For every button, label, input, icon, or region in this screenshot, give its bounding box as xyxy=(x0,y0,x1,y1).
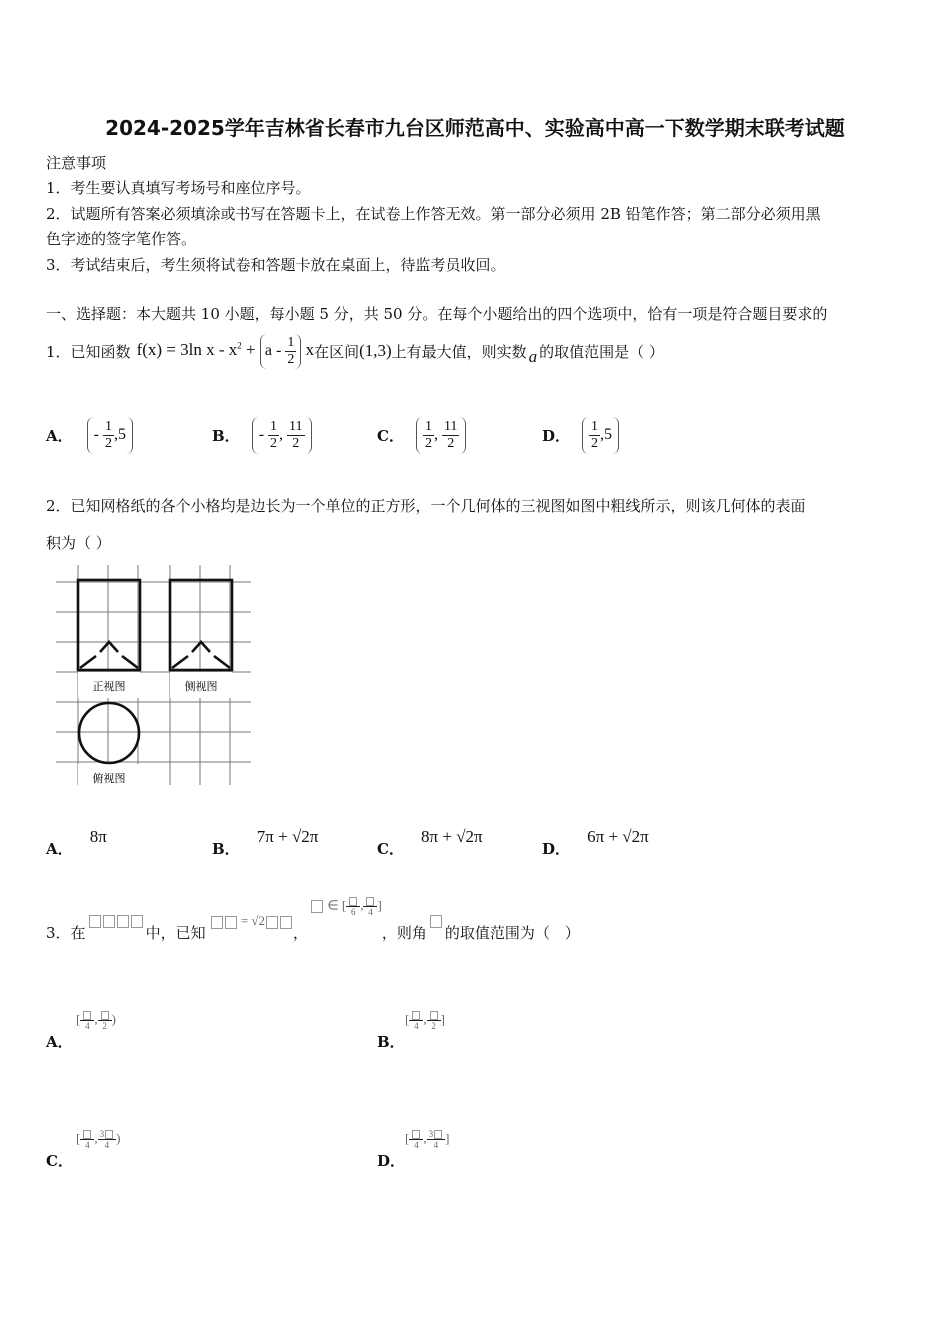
question-3: 3． 在 中，已知 = √2 ， ∈ [ 6 , 4 ] ，则角 的取值范围为（ ） xyxy=(46,897,580,942)
q3-equation: = √2 xyxy=(210,913,293,929)
question-2-line1: 2．已知网格纸的各个小格均是边长为一个单位的正方形，一个几何体的三视图如图中粗线所示，则该几何体的表面 xyxy=(46,497,806,515)
notice-item-1: 1．考生要认真填写考场号和座位序号。 xyxy=(46,179,311,197)
notice-item-2: 2．试题所有答案必须填涂或书写在答题卡上，在试卷上作答无效。第一部分必须用 2B 铅笔作答；第二部分必须用黑 xyxy=(46,205,821,223)
q3-angle-placeholder xyxy=(429,911,443,929)
q1-number: 1． xyxy=(46,342,71,361)
notice-item-3: 3．考试结束后，考生须将试卷和答题卡放在桌面上，待监考员收回。 xyxy=(46,256,506,274)
q2-option-c[interactable]: C． 8π + √2π xyxy=(377,827,483,858)
section-heading: 一、选择题：本大题共 10 小题，每小题 5 分，共 50 分。在每个小题给出的四个选项中，恰有一项是符合题目要求的 xyxy=(46,305,828,323)
q2-option-b[interactable]: B． 7π + √2π xyxy=(212,827,319,858)
question-2-line2: 积为（ ） xyxy=(46,534,111,552)
three-view-figure xyxy=(46,560,256,790)
q1-post: 上有最大值，则实数 xyxy=(391,342,527,361)
q1-option-a[interactable]: A． - $\frac{1}{2}$ ,5 xyxy=(46,410,133,460)
top-view-label: 俯视图 xyxy=(92,772,126,785)
question-1 xyxy=(46,326,664,376)
notice-item-2-cont: 色字迹的签字笔作答。 xyxy=(46,230,197,248)
top-view-circle xyxy=(79,703,139,763)
q3-option-d[interactable]: [ 4 , $\frac{3}{4}$ ] D． xyxy=(377,1129,450,1171)
q1-formula: f(x) = 3ln $x - x^2 + a$ - $\frac{1}{2}$ x xyxy=(136,334,315,367)
side-view-label: 侧视图 xyxy=(184,680,218,693)
q1-tail: 的取值范围是（ ） xyxy=(539,342,664,361)
q1-var: a xyxy=(528,347,538,366)
q1-option-c[interactable]: C． $\frac{1}{2}$ , $\frac{11}{2}$ xyxy=(377,410,466,460)
q3-condition: ∈ [ 6 , 4 ] xyxy=(310,896,382,917)
page-title: 2024-2025学年吉林省长春市九台区师范高中、实验高中高一下数学期末联考试题 xyxy=(105,116,845,140)
front-view-label: 正视图 xyxy=(92,680,126,693)
q3-option-c[interactable]: [ 4 , $\frac{3}{4}$ ) C． xyxy=(46,1129,121,1171)
notice-heading: 注意事项 xyxy=(46,154,107,172)
q3-triangle-placeholder xyxy=(88,911,144,929)
q1-option-d[interactable]: D． $\frac{1}{2}$ ,5 xyxy=(542,410,619,460)
front-view xyxy=(78,580,140,670)
q2-option-d[interactable]: D． 6π + √2π xyxy=(542,827,649,858)
side-view xyxy=(170,580,232,670)
q3-option-a[interactable]: [ 4 , 2 ) A． xyxy=(46,1011,116,1052)
q1-prefix: 已知函数 xyxy=(70,342,131,361)
q2-option-a[interactable]: A． 8π xyxy=(46,827,107,858)
q1-option-b[interactable]: B． - $\frac{1}{2}$ , $\frac{11}{2}$ xyxy=(212,410,312,460)
q3-option-b[interactable]: [ 4 , 2 ] B． xyxy=(377,1011,445,1052)
q1-mid: 在区间 xyxy=(314,342,360,361)
q1-interval: (1,3) xyxy=(359,341,392,360)
